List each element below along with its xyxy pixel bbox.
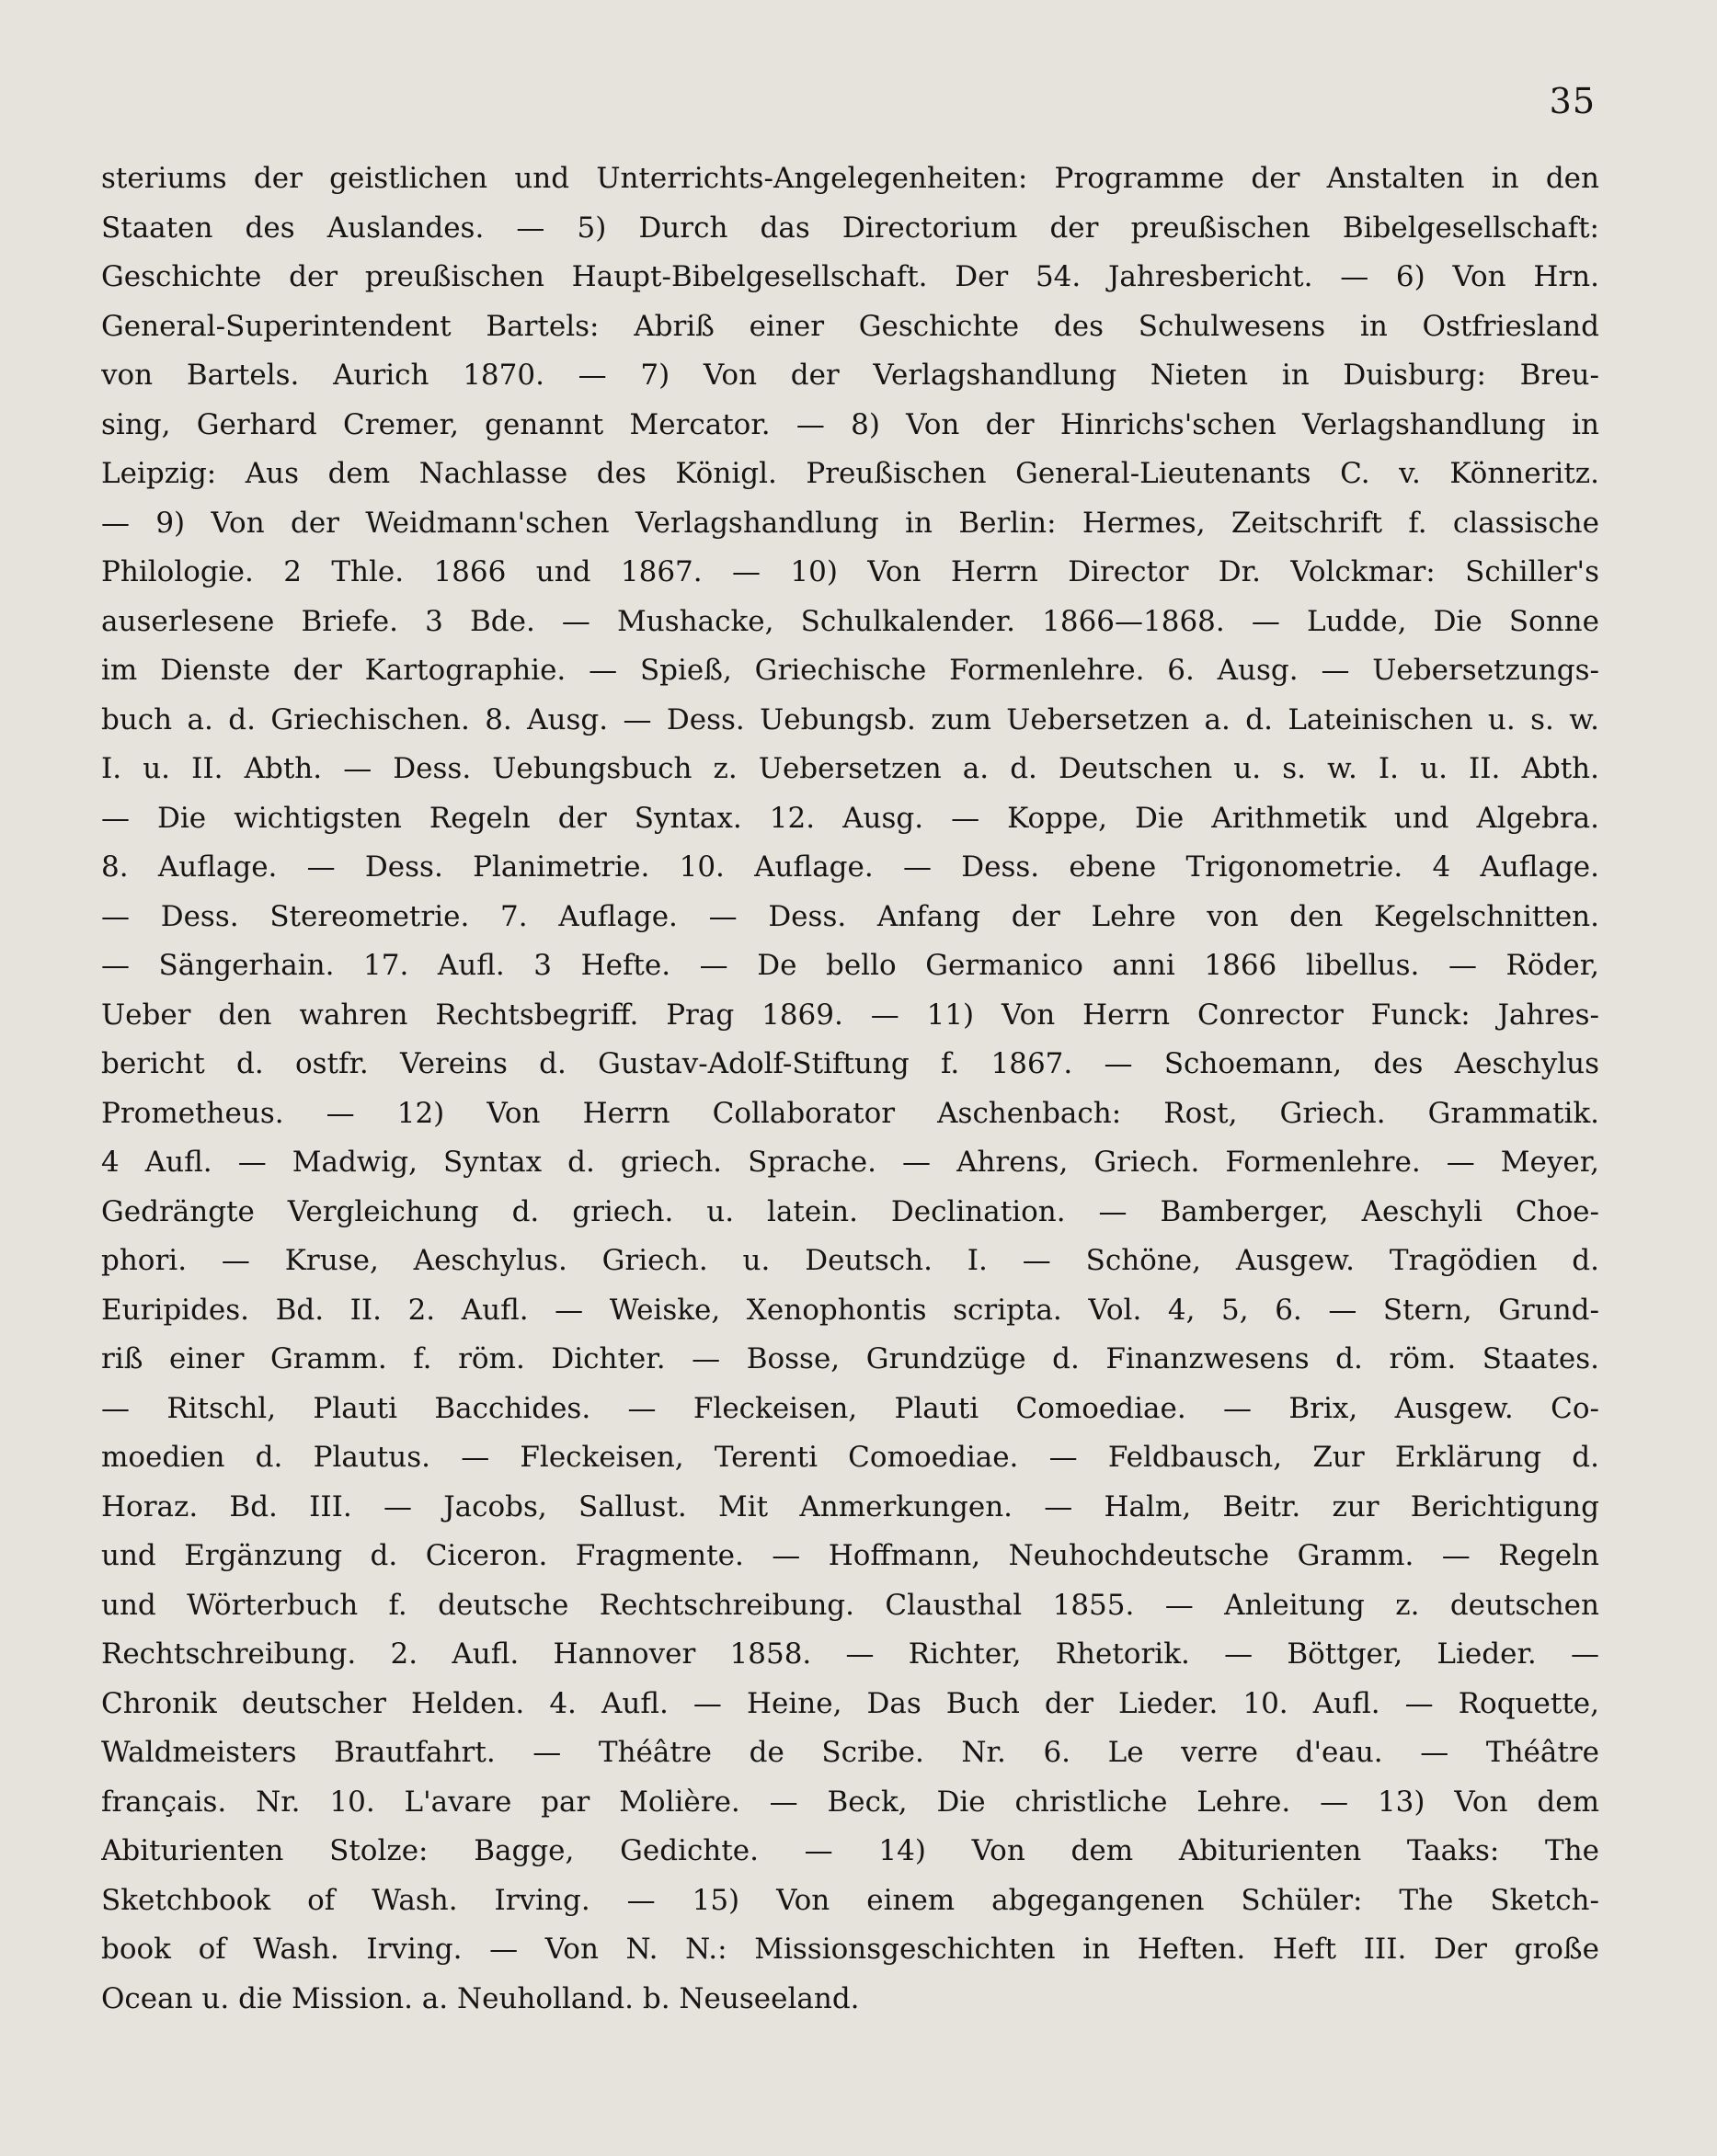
text-line: Horaz. Bd. III. — Jacobs, Sallust. Mit Anmerkungen. — Halm, Beitr. zur Berichtigung: [101, 1489, 1599, 1523]
text-line: bericht d. ostfr. Vereins d. Gustav-Adolf-Stiftung f. 1867. — Schoemann, des Aeschylus: [101, 1047, 1599, 1080]
text-line: I. u. II. Abth. — Dess. Uebungsbuch z. Uebersetzen a. d. Deutschen u. s. w. I. u. II. Abth.: [101, 752, 1599, 785]
text-line: 8. Auflage. — Dess. Planimetrie. 10. Auflage. — Dess. ebene Trigonometrie. 4 Auflage.: [101, 850, 1599, 884]
text-line: Philologie. 2 Thle. 1866 und 1867. — 10) Von Herrn Director Dr. Volckmar: Schiller's: [101, 555, 1599, 588]
page-number: 35: [1549, 81, 1596, 121]
text-line: Waldmeisters Brautfahrt. — Théâtre de Scribe. Nr. 6. Le verre d'eau. — Théâtre: [101, 1736, 1599, 1769]
text-line: Leipzig: Aus dem Nachlasse des Königl. Preußischen General-Lieutenants C. v. Könneritz.: [101, 457, 1599, 490]
text-line: Ueber den wahren Rechtsbegriff. Prag 1869. — 11) Von Herrn Conrector Funck: Jahres-: [101, 998, 1599, 1032]
text-line: — Sängerhain. 17. Aufl. 3 Hefte. — De bello Germanico anni 1866 libellus. — Röder,: [101, 949, 1599, 982]
text-line: Geschichte der preußischen Haupt-Bibelgesellschaft. Der 54. Jahresbericht. — 6) Von Hrn.: [101, 260, 1599, 293]
text-line-last: Ocean u. die Mission. a. Neuholland. b. Neuseeland.: [101, 1981, 860, 2015]
text-line: — Dess. Stereometrie. 7. Auflage. — Dess. Anfang der Lehre von den Kegelschnitten.: [101, 899, 1599, 933]
text-line: — Die wichtigsten Regeln der Syntax. 12. Ausg. — Koppe, Die Arithmetik und Algebra.: [101, 801, 1599, 835]
text-line: Chronik deutscher Helden. 4. Aufl. — Heine, Das Buch der Lieder. 10. Aufl. — Roquette,: [101, 1686, 1599, 1720]
text-line: und Wörterbuch f. deutsche Rechtschreibung. Clausthal 1855. — Anleitung z. deutschen: [101, 1588, 1599, 1622]
text-line: Sketchbook of Wash. Irving. — 15) Von einem abgegangenen Schüler: The Sketch-: [101, 1883, 1599, 1917]
text-line: von Bartels. Aurich 1870. — 7) Von der Verlagshandlung Nieten in Duisburg: Breu-: [101, 359, 1599, 392]
text-line: im Dienste der Kartographie. — Spieß, Griechische Formenlehre. 6. Ausg. — Uebersetzungs-: [101, 654, 1599, 687]
text-line: Abiturienten Stolze: Bagge, Gedichte. — 14) Von dem Abiturienten Taaks: The: [101, 1834, 1599, 1867]
text-line: Prometheus. — 12) Von Herrn Collaborator Aschenbach: Rost, Griech. Grammatik.: [101, 1096, 1599, 1130]
text-line: — Ritschl, Plauti Bacchides. — Fleckeisen, Plauti Comoediae. — Brix, Ausgew. Co-: [101, 1391, 1599, 1425]
text-line: buch a. d. Griechischen. 8. Ausg. — Dess. Uebungsb. zum Uebersetzen a. d. Lateinischen u. s. w.: [101, 702, 1599, 736]
text-line: Staaten des Auslandes. — 5) Durch das Directorium der preußischen Bibelgesellschaft:: [101, 211, 1599, 245]
text-line: français. Nr. 10. L'avare par Molière. — Beck, Die christliche Lehre. — 13) Von dem: [101, 1785, 1599, 1819]
text-line: auserlesene Briefe. 3 Bde. — Mushacke, Schulkalender. 1866—1868. — Ludde, Die Sonne: [101, 604, 1599, 638]
text-line: riß einer Gramm. f. röm. Dichter. — Bosse, Grundzüge d. Finanzwesens d. röm. Staates.: [101, 1342, 1599, 1375]
text-line: — 9) Von der Weidmann'schen Verlagshandlung in Berlin: Hermes, Zeitschrift f. classische: [101, 506, 1599, 540]
text-line: 4 Aufl. — Madwig, Syntax d. griech. Sprache. — Ahrens, Griech. Formenlehre. — Meyer,: [101, 1146, 1599, 1179]
text-line: sing, Gerhard Cremer, genannt Mercator. — 8) Von der Hinrichs'schen Verlagshandlung in: [101, 407, 1599, 441]
text-line: General-Superintendent Bartels: Abriß einer Geschichte des Schulwesens in Ostfriesland: [101, 309, 1599, 343]
text-line: Euripides. Bd. II. 2. Aufl. — Weiske, Xenophontis scripta. Vol. 4, 5, 6. — Stern, Grund-: [101, 1293, 1599, 1327]
text-line: Gedrängte Vergleichung d. griech. u. latein. Declination. — Bamberger, Aeschyli Choe-: [101, 1194, 1599, 1228]
body-text: [101, 154, 1599, 2024]
text-line: steriums der geistlichen und Unterrichts-Angelegenheiten: Programme der Anstalten in den: [101, 162, 1599, 195]
text-line: Rechtschreibung. 2. Aufl. Hannover 1858. — Richter, Rhetorik. — Böttger, Lieder. —: [101, 1637, 1599, 1671]
text-line: phori. — Kruse, Aeschylus. Griech. u. Deutsch. I. — Schöne, Ausgew. Tragödien d.: [101, 1244, 1599, 1277]
text-line: und Ergänzung d. Ciceron. Fragmente. — Hoffmann, Neuhochdeutsche Gramm. — Regeln: [101, 1539, 1599, 1572]
text-line: moedien d. Plautus. — Fleckeisen, Terenti Comoediae. — Feldbausch, Zur Erklärung d.: [101, 1441, 1599, 1474]
text-line: book of Wash. Irving. — Von N. N.: Missionsgeschichten in Heften. Heft III. Der große: [101, 1933, 1599, 1966]
